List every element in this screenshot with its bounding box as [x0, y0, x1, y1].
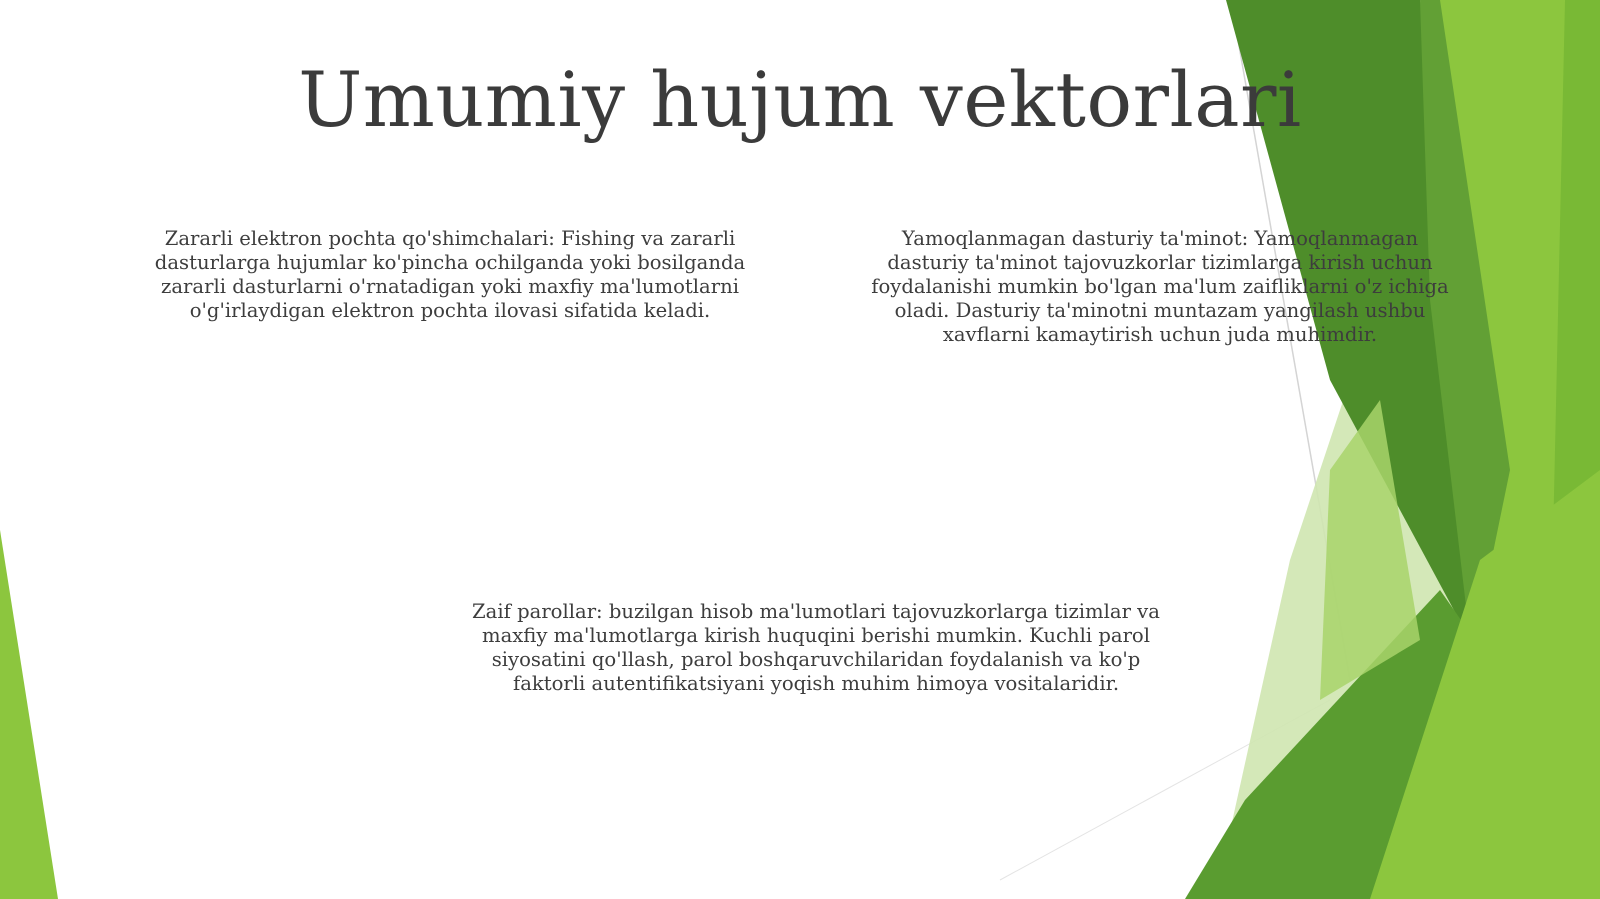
slide-title: Umumiy hujum vektorlari [298, 55, 1302, 144]
text-block-unpatched-software: Yamoqlanmagan dasturiy ta'minot: Yamoqlanmagan dasturiy ta'minot tajovuzkorlar tizimlarga kirish uchun foydalanishi mumkin bo'lgan ma'lum zaifliklarni o'z ichiga oladi. Dasturiy ta'minotni muntazam yangilash ushbu xavflarni kamaytirish uchun juda muhimdir. [871, 227, 1449, 346]
left-green-shape [0, 530, 58, 899]
text-block-email-attachments: Zararli elektron pochta qo'shimchalari: Fishing va zararli dasturlarga hujumlar ko'pincha ochilganda yoki bosilganda zararli dasturlarni o'rnatadigan yoki maxfiy ma'lumotlarni o'g'irlaydigan elektron pochta ilovasi sifatida keladi. [154, 227, 746, 322]
text-block-weak-passwords: Zaif parollar: buzilgan hisob ma'lumotlari tajovuzkorlarga tizimlar va maxfiy ma'lumotlarga kirish huquqini berishi mumkin. Kuchli parol siyosatini qo'llash, parol boshqaruvchilaridan foydalanish va ko'p faktorli autentifikatsiyani yoqish muhim himoya vositalaridir. [472, 600, 1160, 695]
